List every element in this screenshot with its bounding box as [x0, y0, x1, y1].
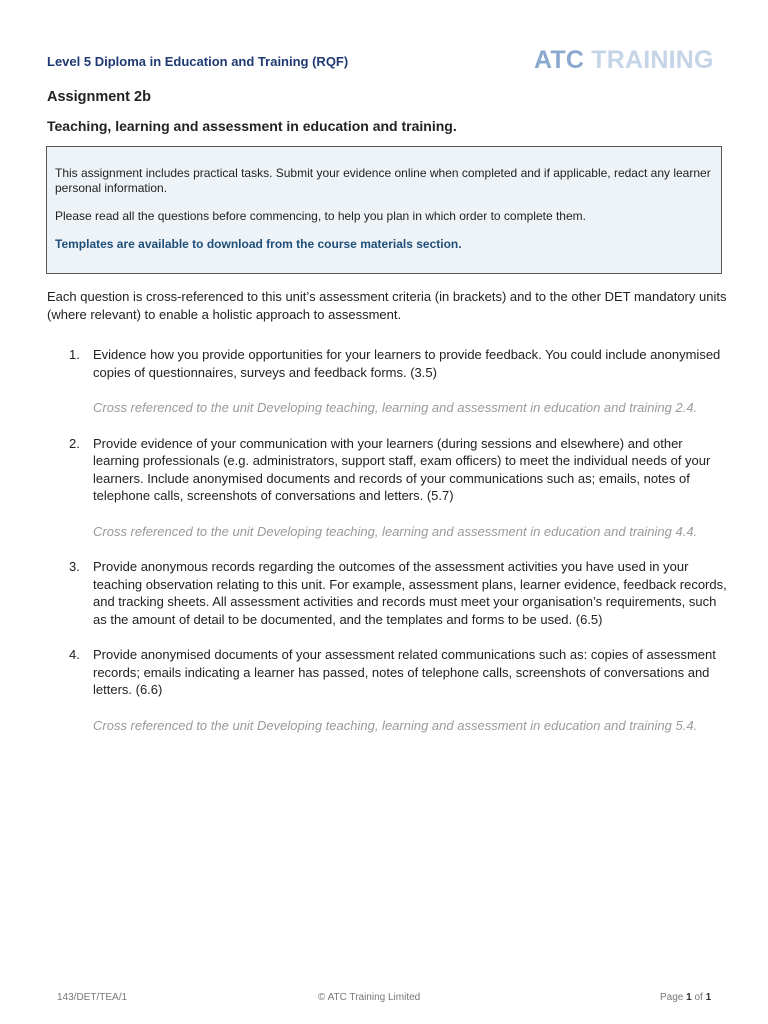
page-number [660, 992, 711, 1003]
question-item [47, 435, 727, 541]
page-total: 1 [705, 992, 712, 1003]
page-current: 1 [686, 992, 692, 1003]
question-text: Evidence how you provide opportunities for your learners to provide feedback. You could include anonymised copies of questionnaires, surveys and feedback forms. (3.5) [93, 347, 721, 380]
page-of: of [694, 992, 703, 1003]
cross-reference: Cross referenced to the unit Developing teaching, learning and assessment in education and training 2.4. [93, 400, 698, 415]
assignment-subtitle: Teaching, learning and assessment in education and training. [47, 118, 457, 134]
question-item [47, 558, 727, 628]
question-number: 1. [69, 347, 80, 362]
logo-training: TRAINING [591, 46, 714, 74]
assignment-title: Assignment 2b [47, 89, 151, 105]
question-item [47, 646, 727, 734]
question-list [47, 346, 727, 734]
info-box [46, 146, 722, 274]
info-line-submission: This assignment includes practical tasks. Submit your evidence online when completed and if applicable, redact any learner personal information. [55, 166, 711, 195]
cross-reference: Cross referenced to the unit Developing teaching, learning and assessment in education and training 5.4. [93, 717, 698, 733]
question-text: Provide evidence of your communication with your learners (during sessions and elsewhere) and other learning professionals (e.g. administrators, support staff, exam officers) to meet the individual needs of your learners. Include anonymised documents and records of your communications such as; emails, notes of telephone calls, screenshots of conversations and letters. (5.7) [93, 435, 711, 503]
logo-atc: ATC [534, 46, 585, 74]
page-label: Page [660, 992, 684, 1003]
info-line-templates: Templates are available to download from the course materials section. [55, 237, 462, 251]
atc-training-logo [534, 46, 714, 75]
copyright: © ATC Training Limited [318, 992, 421, 1003]
question-text: Provide anonymised documents of your assessment related communications such as: copies of assessment records; emails indicating a learner has passed, notes of telephone calls, screenshots of conversations and letters. (6.6) [93, 647, 716, 697]
question-number: 2. [69, 435, 80, 451]
question-number: 3. [69, 559, 80, 574]
cross-reference: Cross referenced to the unit Developing teaching, learning and assessment in education and training 4.4. [93, 523, 698, 539]
intro-paragraph: Each question is cross-referenced to this unit’s assessment criteria (in brackets) and to the other DET mandatory units (where relevant) to enable a holistic approach to assessment. [47, 289, 727, 322]
course-title: Level 5 Diploma in Education and Training (RQF) [47, 54, 349, 69]
document-code: 143/DET/TEA/1 [57, 992, 128, 1003]
question-text: Provide anonymous records regarding the outcomes of the assessment activities you have used in your teaching observation relating to this unit. For example, assessment plans, learner evidence, feedback records, and tracking sheets. All assessment activities and records must meet your organisation’s requirements, such as the amount of detail to be documented, and the templates and forms to be used. (6.5) [93, 559, 727, 627]
info-line-read-questions: Please read all the questions before commencing, to help you plan in which order to complete them. [55, 209, 586, 223]
question-number: 4. [69, 647, 80, 662]
question-item [47, 346, 727, 417]
